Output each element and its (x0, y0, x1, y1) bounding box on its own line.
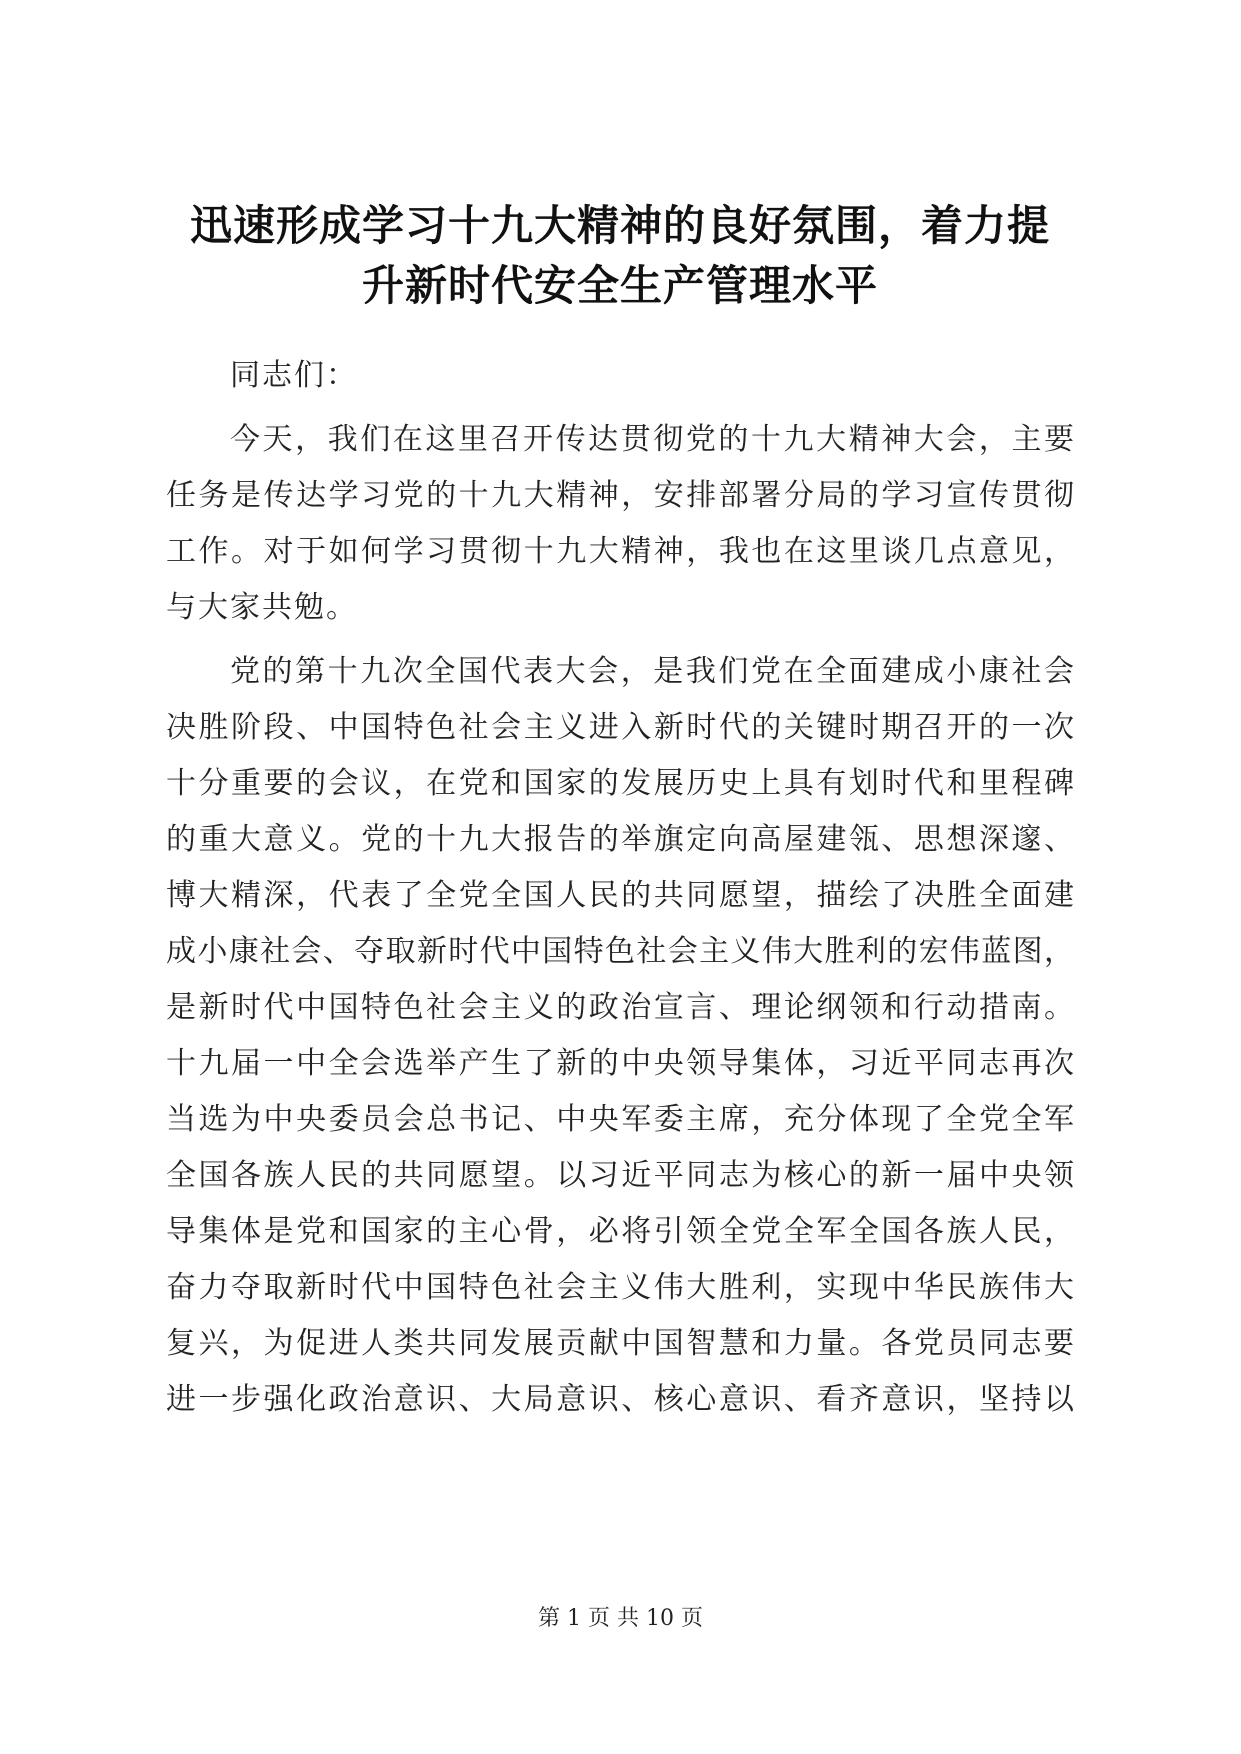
paragraph-1-line-1: 今天，我们在这里召开传达贯彻党的十九大精神大会，主要 (230, 422, 1074, 457)
paragraph-2-line-11: 导集体是党和国家的主心骨，必将引领全党全军全国各族人民， (166, 1214, 1074, 1249)
paragraph-2-line-7: 是新时代中国特色社会主义的政治宣言、理论纲领和行动措南。 (166, 990, 1074, 1025)
paragraph-1-line-2: 任务是传达学习党的十九大精神，安排部署分局的学习宣传贯彻 (166, 478, 1074, 513)
paragraph-2-line-3: 十分重要的会议，在党和国家的发展历史上具有划时代和里程碑 (166, 766, 1074, 801)
paragraph-2-line-13: 复兴，为促进人类共同发展贡献中国智慧和力量。各党员同志要 (166, 1326, 1074, 1361)
paragraph-2-line-9: 当选为中央委员会总书记、中央军委主席，充分体现了全党全军 (166, 1102, 1074, 1137)
paragraph-2-line-2: 决胜阶段、中国特色社会主义进入新时代的关键时期召开的一次 (166, 710, 1074, 745)
paragraph-2-line-12: 奋力夺取新时代中国特色社会主义伟大胜利，实现中华民族伟大 (166, 1270, 1074, 1305)
title-line-2: 升新时代安全生产管理水平 (361, 261, 878, 310)
paragraph-2-line-6: 成小康社会、夺取新时代中国特色社会主义伟大胜利的宏伟蓝图， (166, 934, 1074, 969)
page-footer (0, 1604, 1241, 1634)
title-line-1: 迅速形成学习十九大精神的良好氛围，着力提 (189, 201, 1050, 250)
paragraph-1-line-3: 工作。对于如何学习贯彻十九大精神，我也在这里谈几点意见， (166, 534, 1074, 569)
paragraph-2-line-14: 进一步强化政治意识、大局意识、核心意识、看齐意识，坚持以 (166, 1382, 1074, 1417)
paragraph-2-line-8: 十九届一中全会选举产生了新的中央领导集体，习近平同志再次 (166, 1046, 1074, 1081)
salutation: 同志们： (230, 358, 358, 393)
paragraph-2-line-5: 博大精深，代表了全党全国人民的共同愿望，描绘了决胜全面建 (166, 878, 1074, 913)
paragraph-2-line-10: 全国各族人民的共同愿望。以习近平同志为核心的新一届中央领 (166, 1158, 1074, 1193)
page-indicator: 第 1 页 共 10 页 (538, 1606, 703, 1631)
document-body (166, 348, 1074, 1428)
paragraph-2-line-4: 的重大意义。党的十九大报告的举旗定向高屋建瓴、思想深邃、 (166, 822, 1074, 857)
paragraph-1-line-4: 与大家共勉。 (166, 590, 358, 625)
document-title (150, 196, 1090, 316)
paragraph-2-line-1: 党的第十九次全国代表大会，是我们党在全面建成小康社会 (230, 654, 1074, 689)
